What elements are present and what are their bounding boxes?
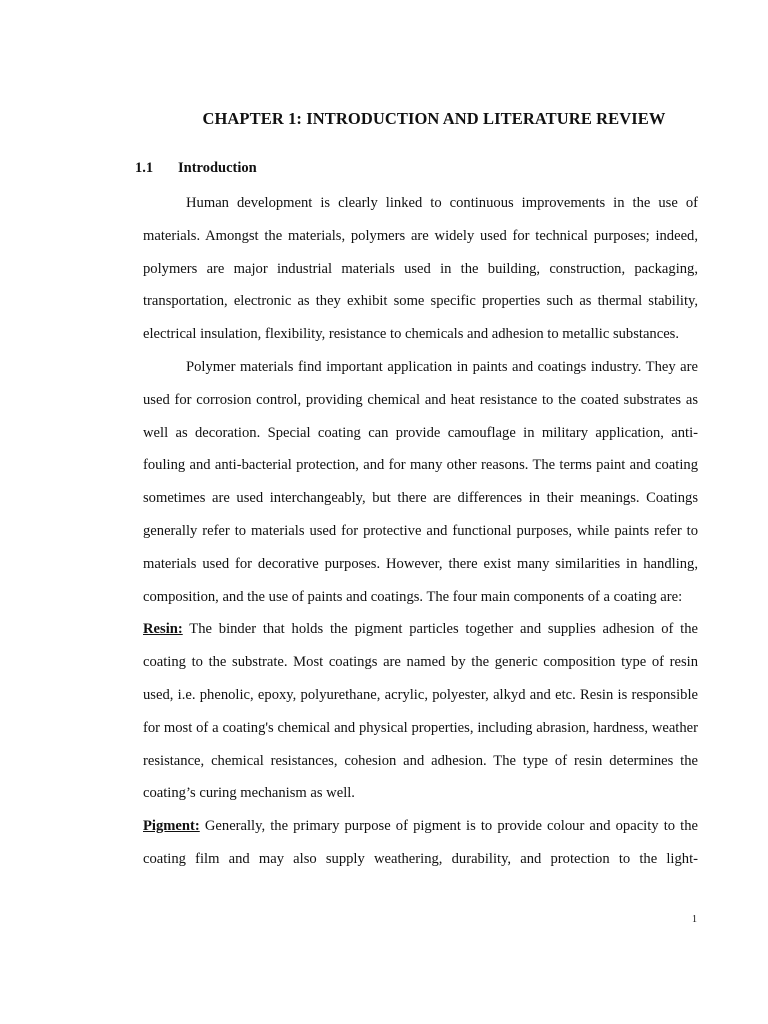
paragraph-pigment xyxy=(143,810,698,876)
page-number: 1 xyxy=(692,914,697,925)
body-text xyxy=(143,187,698,876)
paragraph-resin xyxy=(143,613,698,810)
pigment-text: Generally, the primary purpose of pigment is to provide colour and opacity to the coating film and may also supply weathering, durability, and protection to the light- xyxy=(143,818,698,867)
paragraph-2 xyxy=(143,351,698,613)
resin-text: The binder that holds the pigment particles together and supplies adhesion of the coating to the substrate. Most coatings are named by the generic composition type of resin used, i.e. phenolic, epoxy, polyurethane, acrylic, polyester, alkyd and etc. Resin is responsible for most of a coating's chemical and physical properties, including abrasion, hardness, weather resistance, chemical resistances, cohesion and adhesion. The type of resin determines the coating’s curing mechanism as well. xyxy=(143,621,699,802)
section-number: 1.1 xyxy=(135,160,154,176)
pigment-term: Pigment: xyxy=(143,818,200,835)
section-title: Introduction xyxy=(178,160,257,176)
chapter-title: CHAPTER 1: INTRODUCTION AND LITERATURE REVIEW xyxy=(202,109,666,128)
section-heading xyxy=(135,160,257,177)
paragraph-2-text: Polymer materials find important application in paints and coatings industry. They are used for corrosion control, providing chemical and heat resistance to the coated substrates as well as decoration. Special coating can provide camouflage in military application, anti-fouling and anti-bacterial protection, and for many other reasons. The terms paint and coating sometimes are used interchangeably, but there are differences in their meanings. Coatings generally refer to materials used for protective and functional purposes, while paints refer to materials used for decorative purposes. However, there exist many similarities in handling, composition, and the use of paints and coatings. The four main components of a coating are: xyxy=(143,358,698,605)
paragraph-1-text: Human development is clearly linked to continuous improvements in the use of materials. Amongst the materials, polymers are widely used for technical purposes; indeed, polymers are major industrial materials used in the building, construction, packaging, transportation, electronic as they exhibit some specific properties such as thermal stability, electrical insulation, flexibility, resistance to chemicals and adhesion to metallic substances. xyxy=(143,195,698,343)
paragraph-1 xyxy=(143,187,698,351)
resin-term: Resin: xyxy=(143,621,183,638)
